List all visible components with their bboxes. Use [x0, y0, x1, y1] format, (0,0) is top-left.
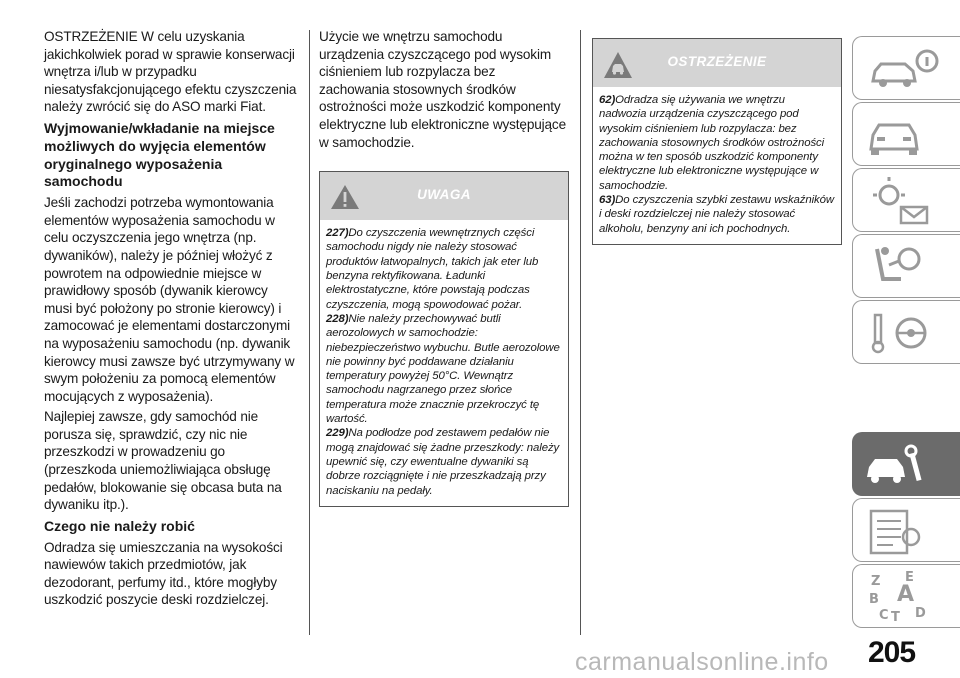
caution-box-body: [320, 220, 568, 506]
warning-paragraph: OSTRZEŻENIE W celu uzyskania jakichkolwiek porad w sprawie konserwacji wnętrza i/lub w przypadku niesatysfakcjonującego efektu czyszczenia należy zwrócić się do ASO marki Fiat.: [44, 29, 297, 115]
tab-emergency[interactable]: [852, 234, 960, 298]
column-divider: [580, 30, 581, 635]
caution-box: [319, 171, 569, 507]
svg-text:C: C: [879, 608, 889, 623]
tab-technical-specifications[interactable]: [852, 498, 960, 562]
caution-note: 229)Na podłodze pod zestawem pedałów nie mogą znajdować się żadne przeszkody: należy upewnić się, czy ewentualne dywaniki są dobrze rozciągnięte i nie przeszkadzają przy naciskaniu na pedały.: [326, 427, 560, 497]
car-wrench-icon: [853, 433, 960, 497]
warning-note: 63)Do czyszczenia szybki zestawu wskaźników i deski rozdzielczej nie należy stosować alkoholu, benzyny ani ich pochodnych.: [599, 194, 834, 235]
car-warning-icon: [603, 51, 633, 84]
svg-text:E: E: [905, 570, 914, 585]
tab-safety[interactable]: [852, 102, 960, 166]
warning-box: [592, 38, 842, 245]
warning-note: 62)Odradza się używania we wnętrzu nadwozia urządzenia czyszczącego pod wysokim ciśnieniem lub rozpylacza: bez zachowania stosownych środków ostrożności można w ten sposób uszkodzić komponenty elektryczne lub elektroniczne występujące w samochodzie.: [599, 94, 825, 192]
caution-box-title: UWAGA: [417, 187, 471, 203]
tab-index[interactable]: [852, 564, 960, 628]
warning-box-body: [593, 87, 841, 244]
tab-knowing-your-car[interactable]: [852, 36, 960, 100]
svg-text:Z: Z: [871, 574, 881, 589]
section-heading-removal: Wyjmowanie/wkładanie na miejsce możliwych do wyjęcia elementów oryginalnego wyposażenia samochodu: [44, 119, 275, 190]
caution-box-header: [320, 172, 568, 220]
svg-text:D: D: [915, 606, 926, 621]
pressure-cleaner-paragraph: Użycie we wnętrzu samochodu urządzenia czyszczącego pod wysokim ciśnieniem lub rozpylacza bez zachowania stosownych środków ostrożności może uszkodzić komponenty elektryczne lub elektroniczne występujące w samochodzie.: [319, 29, 566, 150]
column-divider: [309, 30, 310, 635]
svg-text:B: B: [869, 592, 879, 607]
check-paragraph: Najlepiej zawsze, gdy samochód nie porusza się, sprawdzić, czy nic nie przeszkodzi w prowadzeniu go (przeszkoda uniemożliwiająca obsługę pedałów, blokowanie się obcasa buta na dywaniku itp.).: [44, 409, 282, 513]
key-steering-wheel-icon: [853, 301, 960, 365]
page-number: 205: [868, 636, 916, 669]
airbag-seat-icon: [853, 235, 960, 299]
warning-triangle-icon: [330, 184, 360, 215]
lights-warning-icon: [853, 169, 960, 233]
caution-note: 227)Do czyszczenia wewnętrznych części samochodu nigdy nie należy stosować produktów łatwopalnych, takich jak eter lub benzyna rektyfikowana. Ładunki elektrostatyczne, które powstają podczas czyszczenia, mogą spowodować pożar.: [326, 227, 539, 311]
section-heading-donts: Czego nie należy robić: [44, 517, 195, 534]
vents-paragraph: Odradza się umieszczania na wysokości nawiewów takich przedmiotów, jak dezodorant, perfumy itd., które mogłyby uszkodzić poszycie deski rozdzielczej.: [44, 539, 283, 608]
specifications-list-icon: [853, 499, 960, 563]
tab-warning-lights[interactable]: [852, 168, 960, 232]
svg-text:A: A: [897, 582, 915, 607]
middle-column: [319, 28, 569, 507]
car-front-icon: [853, 103, 960, 167]
right-column: [592, 38, 842, 245]
warning-box-title: OSTRZEŻENIE: [667, 54, 767, 69]
car-info-icon: [853, 37, 960, 101]
svg-text:T: T: [891, 610, 900, 625]
tab-maintenance-and-care[interactable]: [852, 432, 960, 496]
removal-paragraph: Jeśli zachodzi potrzeba wymontowania elementów wyposażenia samochodu w celu oczyszczenia jego wnętrza (np. dywaników), należy je później włożyć z powrotem na odpowiednie miejsce w prawidłowy sposób (dywanik kierowcy musi być położony po stronie kierowcy) i zamocować je elementami dostarczonymi na wyposażeniu samochodu (np. dywanik kierowcy musi zawsze być utrzymywany w swym położeniu za pomocą elementów mocujących z wyposażenia).: [44, 195, 295, 404]
watermark: carmanualsonline.info: [575, 648, 829, 676]
caution-note: 228)Nie należy przechowywać butli aerozolowych w samochodzie: niebezpieczeństwo wybuchu. Butle aerozolowe nie powinny być poddawane działaniu temperatury powyżej 50°C. Wewnątrz samochodu nagrzanego przez słońce temperatura może znacznie przekroczyć tę wartość.: [326, 312, 560, 426]
alphabetical-index-icon: [853, 565, 960, 629]
warning-box-header: [593, 39, 841, 87]
left-column: [44, 28, 298, 612]
tab-starting-driving[interactable]: [852, 300, 960, 364]
